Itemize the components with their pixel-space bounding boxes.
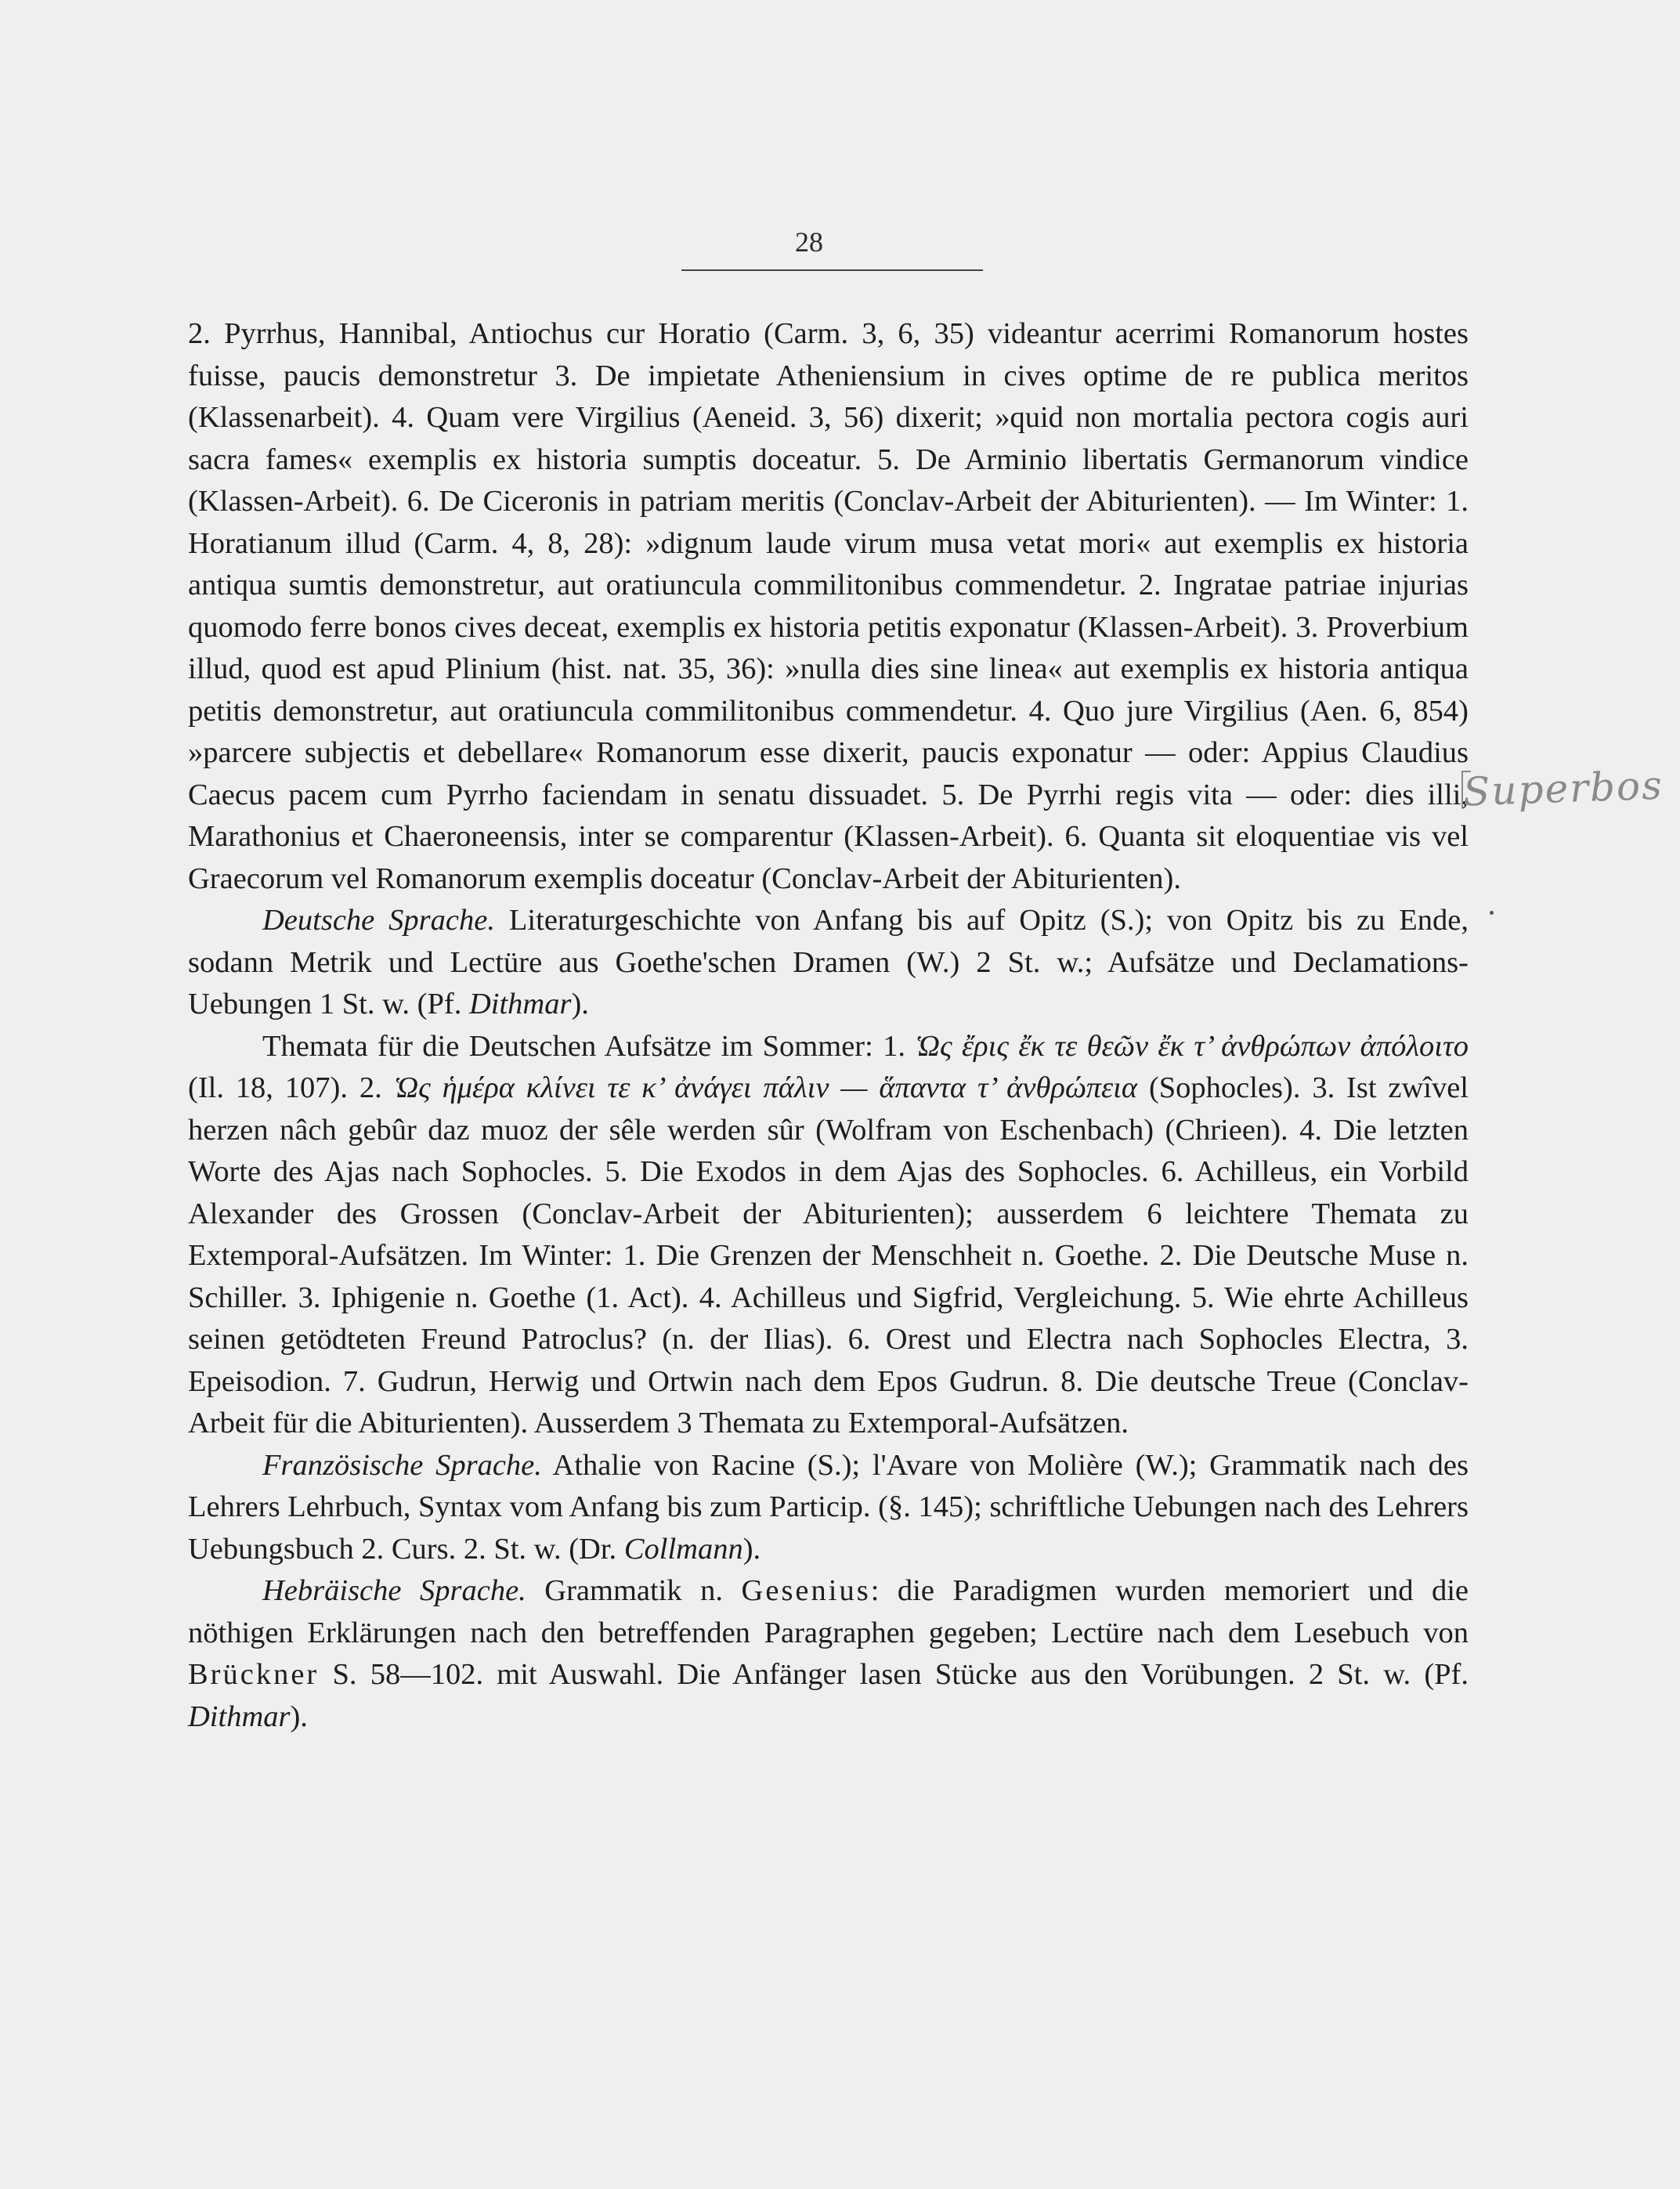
hebr-text-4: ). (290, 1700, 308, 1733)
latin-themes-paragraph: 2. Pyrrhus, Hannibal, Antiochus cur Horatio (Carm. 3, 6, 35) videantur acerrimi Romanorum hostes fuisse, paucis demonstretur 3. De impietate Atheniensium in cives optime de re publica meritos (Klassenarbeit). 4. Quam vere Virgilius (Aeneid. 3, 56) dixerit; »quid non mortalia pectora cogis auri sacra fames« exemplis ex historia sumptis doceatur. 5. De Arminio libertatis Germanorum vindice (Klassen-Arbeit). 6. De Ciceronis in patriam meritis (Conclav-Arbeit der Abiturienten). — Im Winter: 1. Horatianum illud (Carm. 4, 8, 28): »dignum laude virum musa vetat mori« aut exemplis ex historia antiqua sumtis demonstretur, aut oratiuncula commilitonibus commendetur. 2. Ingratae patriae injurias quomodo ferre bonos cives deceat, exemplis ex historia petitis exponatur (Klassen-Arbeit). 3. Proverbium illud, quod est apud Plinium (hist. nat. 35, 36): »nulla dies sine linea« aut exemplis ex historia antiqua petitis demonstretur, aut oratiuncula commilitonibus commendetur. 4. Quo jure Virgilius (Aen. 6, 854) »parcere subjectis et debellare« Romanorum esse dixerit, paucis exponatur — oder: Appius Claudius Caecus pacem cum Pyrrho faciendam in senatu dissuadet. 5. De Pyrrhi regis vita — oder: dies illi, Marathonius et Chaeroneensis, inter se comparentur (Klassen-Arbeit). 6. Quanta sit eloquentiae vis vel Graecorum vel Romanorum exemplis doceatur (Conclav-Arbeit der Abiturienten). (188, 317, 1469, 895)
hebr-text-1: Grammatik n. (544, 1574, 724, 1607)
greek-quote-1: Ὡς ἔρις ἔκ τε θεῶν ἔκ τ’ ἀνθρώπων ἀπόλοιτο (915, 1029, 1469, 1063)
section-heading-hebraeisch: Hebräische Sprache. (262, 1574, 526, 1607)
themata-intro: Themata für die Deutschen Aufsätze im Sommer: 1. (262, 1029, 906, 1063)
deutsche-sprache-paragraph (188, 900, 1469, 1026)
hebraeische-sprache-paragraph (188, 1570, 1469, 1738)
page-body (188, 313, 1469, 1738)
page-number: 28 (795, 226, 823, 258)
greek-quote-2: Ὡς ἡμέρα κλίνει τε κ’ ἀνάγει πάλιν — ἅπαντα τ’ ἀνθρώπεια (393, 1071, 1138, 1104)
margin-dot-mark (1490, 911, 1494, 915)
themata-rest: (Sophocles). 3. Ist zwîvel herzen nâch gebûr daz muoz der sêle werden sûr (Wolfram von Eschenbach) (Chrieen). 4. Die letzten Worte des Ajas nach Sophocles. 5. Die Exodos in dem Ajas des Sophocles. 6. Achilleus, ein Vorbild Alexander des Grossen (Conclav-Arbeit der Abiturienten); ausserdem 6 leichtere Themata zu Extemporal-Aufsätzen. Im Winter: 1. Die Grenzen der Menschheit n. Goethe. 2. Die Deutsche Muse n. Schiller. 3. Iphigenie n. Goethe (1. Act). 4. Achilleus und Sigfrid, Vergleichung. 5. Wie ehrte Achilleus seinen getödteten Freund Patroclus? (n. der Ilias). 6. Orest und Electra nach Sophocles Electra, 3. Epeisodion. 7. Gudrun, Herwig und Ortwin nach dem Epos Gudrun. 8. Die deutsche Treue (Conclav-Arbeit für die Abiturienten). Ausserdem 3 Themata zu Extemporal-Aufsätzen. (188, 1071, 1469, 1439)
deutsch-teacher: Dithmar (468, 988, 572, 1020)
deutsch-text-1: Literaturgeschichte von Anfang bis auf Opitz (S.); von Opitz bis zu Ende, sodann Metrik und Lectüre aus Goethe'schen Dramen (W.) 2 St. w.; Aufsätze und Declamations-Uebungen 1 St. w. (Pf. (188, 904, 1469, 1020)
franz-text-1: Athalie von Racine (S.); l'Avare von Molière (W.); Grammatik nach des Lehrers Lehrbuch, Syntax vom Anfang bis zum Particip. (§. 145); schriftliche Uebungen nach des Lehrers Uebungsbuch 2. Curs. 2. St. w. (Dr. (188, 1448, 1469, 1566)
themata-paragraph (188, 1026, 1469, 1445)
handwritten-margin-note: Superbos (1462, 762, 1664, 815)
hebr-text-3: S. 58—102. mit Auswahl. Die Anfänger lasen Stücke aus den Vorübungen. 2 St. w. (Pf. (332, 1658, 1469, 1691)
header-rule (681, 269, 983, 271)
section-heading-deutsch: Deutsche Sprache. (262, 904, 495, 937)
hebr-author-brueckner: Brückner (188, 1658, 320, 1691)
section-heading-franzoesisch: Französische Sprache. (262, 1448, 542, 1482)
franzoesische-sprache-paragraph (188, 1445, 1469, 1571)
hebr-teacher: Dithmar (188, 1700, 291, 1733)
hebr-text-2: : die Paradigmen wurden memoriert und die nöthigen Erklärungen nach den betreffenden Paragraphen gegeben; Lectüre nach dem Lesebuch von (188, 1574, 1469, 1649)
deutsch-text-2: ). (571, 988, 589, 1020)
franz-teacher: Collmann (623, 1532, 743, 1566)
hebr-author-gesenius: Gesenius (741, 1574, 871, 1607)
franz-text-2: ). (742, 1532, 761, 1566)
themata-ref-1: (Il. 18, 107). 2. (188, 1071, 382, 1104)
